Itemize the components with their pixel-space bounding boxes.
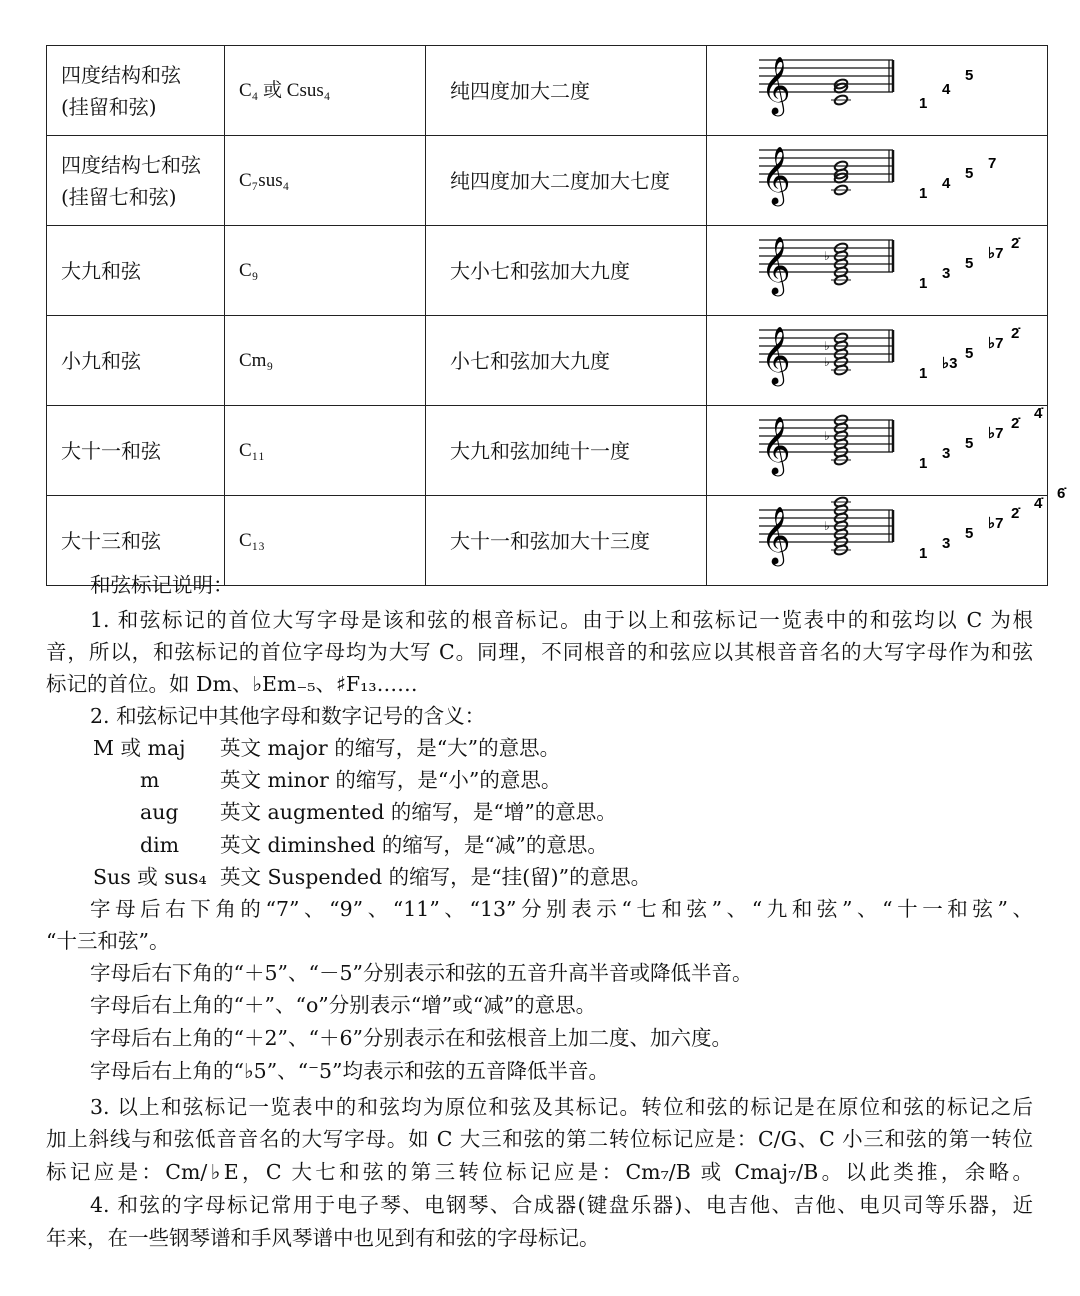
term: dim xyxy=(140,833,180,857)
chord-symbol: C₇sus₄ xyxy=(225,136,426,226)
chord-structure: 大小七和弦加大九度 xyxy=(426,226,707,316)
interval-number: 2̇ xyxy=(1011,415,1020,432)
interval-number: 3 xyxy=(942,265,951,282)
interval-number: 1 xyxy=(919,365,928,382)
paragraph-line: 4. 和弦的字母标记常用于电子琴、电钢琴、合成器(键盘乐器)、电吉他、吉他、电贝司等乐器，近 xyxy=(90,1193,1033,1217)
treble-clef-icon: 𝄞 xyxy=(761,147,791,203)
flat-icon: ♭ xyxy=(824,355,830,369)
interval-number: ♭7 xyxy=(988,245,1004,262)
chord-symbol: C₁₃ xyxy=(225,496,426,586)
staff-notation xyxy=(707,46,1047,126)
chord-name-text: 四度结构和弦 xyxy=(61,62,181,87)
interval-number: 5 xyxy=(965,67,974,84)
chord-staff-cell xyxy=(707,485,1066,586)
paragraph-line: 加上斜线与和弦低音音名的大写字母。如 C 大三和弦的第二转位标记应是：C/G、C 小三和弦的第一转位 xyxy=(46,1127,1033,1151)
paragraph-line: 标记应是：Cm/♭E，C 大七和弦的第三转位标记应是：Cm₇/B 或 Cmaj₇/B。以此类推，余略。 xyxy=(46,1160,1033,1184)
chord-staff-cell xyxy=(707,406,1048,496)
chord-structure: 大十一和弦加大十三度 xyxy=(426,496,707,586)
chord-structure: 纯四度加大二度加大七度 xyxy=(426,136,707,226)
interval-number: 5 xyxy=(965,345,974,362)
chord-structure: 大九和弦加纯十一度 xyxy=(426,406,707,496)
chord-name xyxy=(47,316,225,406)
flat-icon: ♭ xyxy=(824,429,830,443)
treble-clef-icon: 𝄞 xyxy=(761,237,791,293)
paragraph-line: 1. 和弦标记的首位大写字母是该和弦的根音标记。由于以上和弦标记一览表中的和弦均以 C 为根 xyxy=(90,608,1033,632)
paragraph-line: 3. 以上和弦标记一览表中的和弦均为原位和弦及其标记。转位和弦的标记是在原位和弦的标记之后 xyxy=(90,1095,1033,1119)
term: aug xyxy=(140,800,179,824)
staff-notation xyxy=(707,316,1047,396)
paragraph-line: 字母后右下角的“7”、“9”、“11”、“13”分别表示“七和弦”、“九和弦”、“十一和弦”、 xyxy=(90,897,1033,921)
term: Sus 或 sus₄ xyxy=(93,865,207,889)
chord-symbol: C₄ 或 Csus₄ xyxy=(225,46,426,136)
treble-clef-icon: 𝄞 xyxy=(761,57,791,113)
interval-number: 7 xyxy=(988,155,997,172)
interval-number: 5 xyxy=(965,255,974,272)
staff-notation xyxy=(707,485,1066,576)
staff-notation xyxy=(707,406,1047,486)
chord-name xyxy=(47,226,225,316)
interval-number: 3 xyxy=(942,535,951,552)
treble-clef-icon: 𝄞 xyxy=(761,417,791,473)
interval-number: 5 xyxy=(965,165,974,182)
paragraph-line: 字母后右上角的“♭5”、“⁻5”均表示和弦的五音降低半音。 xyxy=(90,1059,609,1083)
interval-number: 1 xyxy=(919,545,928,562)
interval-number: 4̇ xyxy=(1034,495,1043,512)
staff-notation xyxy=(707,226,1047,306)
paragraph-line: 字母后右下角的“＋5”、“－5”分别表示和弦的五音升高半音或降低半音。 xyxy=(90,961,753,985)
interval-number: 1 xyxy=(919,185,928,202)
paragraph-line: 2. 和弦标记中其他字母和数字记号的含义： xyxy=(90,704,486,728)
paragraph-line: 音，所以，和弦标记的首位字母均为大写 C。同理，不同根音的和弦应以其根音音名的大写字母作为和弦 xyxy=(46,640,1033,664)
interval-number: 4̇ xyxy=(1034,405,1043,422)
flat-icon: ♭ xyxy=(824,249,830,263)
chord-row xyxy=(47,136,1048,226)
chord-table xyxy=(46,45,1066,586)
chord-staff-cell xyxy=(707,46,1048,136)
term-meaning: 英文 minor 的缩写，是“小”的意思。 xyxy=(220,768,562,792)
chord-name-text: 大十一和弦 xyxy=(61,438,161,463)
chord-symbol: C₁₁ xyxy=(225,406,426,496)
interval-number: 2̇ xyxy=(1011,235,1020,252)
flat-icon: ♭ xyxy=(824,519,830,533)
paragraph-line: “十三和弦”。 xyxy=(46,929,170,953)
interval-number: ♭3 xyxy=(942,355,958,372)
chord-name xyxy=(47,46,225,136)
chord-name-text: 大九和弦 xyxy=(61,258,141,283)
paragraph-line: 字母后右上角的“＋”、“o”分别表示“增”或“减”的意思。 xyxy=(90,993,597,1017)
interval-number: 3 xyxy=(942,445,951,462)
interval-number: 1 xyxy=(919,455,928,472)
chord-row xyxy=(47,406,1048,496)
treble-clef-icon: 𝄞 xyxy=(761,507,791,563)
chord-staff-cell xyxy=(707,316,1048,406)
flat-icon: ♭ xyxy=(824,339,830,353)
paragraph-line: 字母后右上角的“＋2”、“＋6”分别表示在和弦根音上加二度、加六度。 xyxy=(90,1026,733,1050)
term-meaning: 英文 diminshed 的缩写，是“减”的意思。 xyxy=(220,833,608,857)
interval-number: ♭7 xyxy=(988,515,1004,532)
interval-number: 5 xyxy=(965,525,974,542)
chord-alt-name: (挂留七和弦) xyxy=(61,184,177,209)
chord-symbol: C₉ xyxy=(225,226,426,316)
interval-number: ♭7 xyxy=(988,335,1004,352)
interval-number: 2̇ xyxy=(1011,325,1020,342)
chord-name-text: 四度结构七和弦 xyxy=(61,152,201,177)
chord-structure: 纯四度加大二度 xyxy=(426,46,707,136)
interval-number: 1 xyxy=(919,95,928,112)
term-meaning: 英文 Suspended 的缩写，是“挂(留)”的意思。 xyxy=(220,865,652,889)
interval-number: 4 xyxy=(942,81,951,98)
paragraph-line: 年来，在一些钢琴谱和手风琴谱中也见到有和弦的字母标记。 xyxy=(46,1226,600,1250)
chord-name xyxy=(47,406,225,496)
term: m xyxy=(140,768,160,792)
interval-number: 5 xyxy=(965,435,974,452)
staff-notation xyxy=(707,136,1047,216)
term-meaning: 英文 augmented 的缩写，是“增”的意思。 xyxy=(220,800,617,824)
treble-clef-icon: 𝄞 xyxy=(761,327,791,383)
interval-number: 2̇ xyxy=(1011,505,1020,522)
chord-name-text: 大十三和弦 xyxy=(61,528,161,553)
chord-name-text: 小九和弦 xyxy=(61,348,141,373)
interval-number: 1 xyxy=(919,275,928,292)
term: M 或 maj xyxy=(93,736,186,760)
interval-number: 6̇ xyxy=(1057,485,1066,502)
chord-row xyxy=(47,226,1048,316)
chord-staff-cell xyxy=(707,136,1048,226)
chord-structure: 小七和弦加大九度 xyxy=(426,316,707,406)
section-heading: 和弦标记说明： xyxy=(90,573,234,597)
chord-row xyxy=(47,316,1048,406)
chord-symbol: Cm₉ xyxy=(225,316,426,406)
chord-staff-cell xyxy=(707,226,1048,316)
interval-number: ♭7 xyxy=(988,425,1004,442)
chord-alt-name: (挂留和弦) xyxy=(61,94,157,119)
chord-name xyxy=(47,136,225,226)
term-meaning: 英文 major 的缩写，是“大”的意思。 xyxy=(220,736,561,760)
interval-number: 4 xyxy=(942,175,951,192)
chord-row xyxy=(47,46,1048,136)
paragraph-line: 标记的首位。如 Dm、♭Em₋₅、♯F₁₃…… xyxy=(46,672,418,696)
